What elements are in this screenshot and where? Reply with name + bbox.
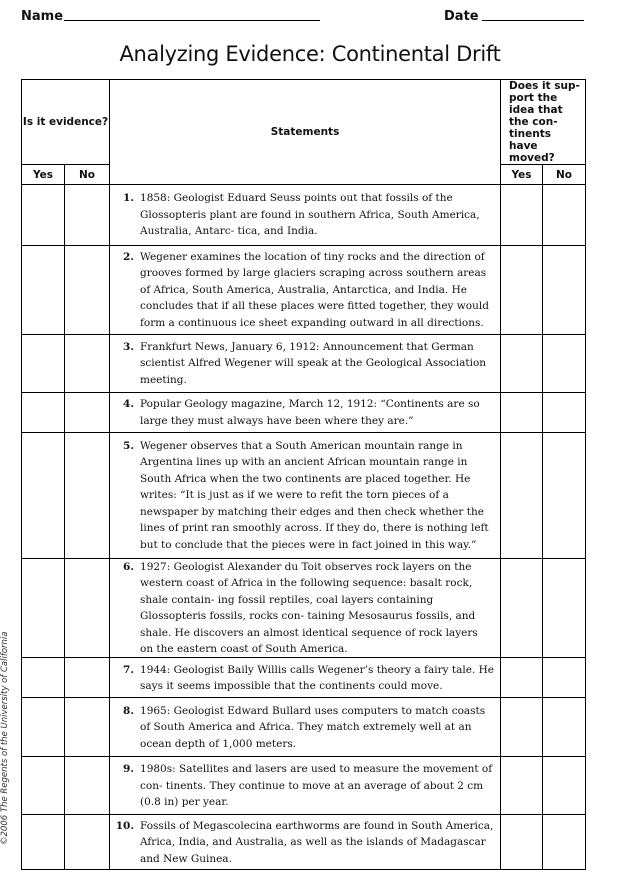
statement-number: 9. bbox=[123, 763, 135, 776]
support-no-box[interactable] bbox=[543, 757, 586, 815]
evidence-no-box[interactable] bbox=[65, 335, 110, 393]
statement-cell bbox=[110, 433, 501, 559]
table-row bbox=[22, 393, 586, 433]
statement-cell bbox=[110, 815, 501, 870]
support-yes-header: Yes bbox=[501, 165, 543, 185]
evidence-yes-box[interactable] bbox=[22, 698, 65, 757]
table-row bbox=[22, 698, 586, 757]
statement-cell bbox=[110, 335, 501, 393]
support-yes-box[interactable] bbox=[501, 658, 543, 698]
statement-text: 1965: Geologist Edward Bullard uses computers to match coasts of South America and Africa. They match extremely well at an ocean depth of 1,000 meters. bbox=[140, 704, 486, 750]
support-yes-box[interactable] bbox=[501, 815, 543, 870]
table-row bbox=[22, 335, 586, 393]
statement-text: Fossils of Megascolecina earthworms are found in South America, Africa, India, and Australia, as well as the islands of Madagascar and New Guinea. bbox=[140, 819, 494, 865]
evidence-no-box[interactable] bbox=[65, 246, 110, 335]
table-row bbox=[22, 433, 586, 559]
statement-text: 1927: Geologist Alexander du Toit observes rock layers on the western coast of Africa in the following sequence: basalt rock, shale contain- ing fossil reptiles, coal layers containing Glossopteris fossils, rocks con- taining Mesosaurus fossils, and shale. He discovers an almost identical sequence of rock layers on the eastern coast of South America. bbox=[140, 561, 478, 656]
statement-text: 1980s: Satellites and lasers are used to measure the movement of con- tinents. They continue to move at an average of about 2 cm (0.8 in) per year. bbox=[140, 763, 493, 809]
evidence-yes-box[interactable] bbox=[22, 757, 65, 815]
statement-number: 6. bbox=[123, 561, 135, 573]
evidence-no-box[interactable] bbox=[65, 559, 110, 658]
page-title: Analyzing Evidence: Continental Drift bbox=[119, 42, 501, 66]
support-no-box[interactable] bbox=[543, 185, 586, 246]
support-yes-box[interactable] bbox=[501, 393, 543, 433]
statement-text: Wegener examines the location of tiny rocks and the direction of grooves formed by large glaciers scraping across southern areas of Africa, South America, Australia, Antarctica, and India. He concludes that if all these places were fitted together, they would form a continuous ice sheet expanding outward in all directions. bbox=[140, 250, 489, 329]
evidence-yes-box[interactable] bbox=[22, 246, 65, 335]
statement-number: 8. bbox=[123, 704, 135, 717]
support-yes-box[interactable] bbox=[501, 757, 543, 815]
evidence-no-box[interactable] bbox=[65, 658, 110, 698]
evidence-no-box[interactable] bbox=[65, 393, 110, 433]
support-no-header: No bbox=[543, 165, 586, 185]
table-row bbox=[22, 246, 586, 335]
statement-cell bbox=[110, 185, 501, 246]
statement-text: Frankfurt News, January 6, 1912: Announcement that German scientist Alfred Wegener will speak at the Geological Association meeting. bbox=[140, 340, 487, 386]
evidence-yes-box[interactable] bbox=[22, 393, 65, 433]
statement-number: 10. bbox=[115, 819, 135, 832]
evidence-yes-box[interactable] bbox=[22, 658, 65, 698]
support-yes-box[interactable] bbox=[501, 559, 543, 658]
statements-column-header: Statements bbox=[110, 80, 501, 185]
support-no-box[interactable] bbox=[543, 815, 586, 870]
statement-cell bbox=[110, 757, 501, 815]
support-yes-box[interactable] bbox=[501, 185, 543, 246]
support-no-box[interactable] bbox=[543, 698, 586, 757]
evidence-no-box[interactable] bbox=[65, 815, 110, 870]
support-yes-box[interactable] bbox=[501, 698, 543, 757]
evidence-column-header: Is it evidence? bbox=[22, 80, 110, 165]
evidence-no-box[interactable] bbox=[65, 757, 110, 815]
support-no-box[interactable] bbox=[543, 393, 586, 433]
statement-text: 1858: Geologist Eduard Seuss points out that fossils of the Glossopteris plant are found in southern Africa, South America, Australia, Antarc- tica, and India. bbox=[140, 192, 480, 238]
statement-cell bbox=[110, 698, 501, 757]
statement-cell bbox=[110, 393, 501, 433]
support-no-box[interactable] bbox=[543, 246, 586, 335]
evidence-no-box[interactable] bbox=[65, 185, 110, 246]
statement-number: 1. bbox=[123, 192, 135, 205]
name-field[interactable] bbox=[64, 20, 320, 21]
statement-number: 2. bbox=[123, 250, 135, 263]
support-no-box[interactable] bbox=[543, 433, 586, 559]
statement-number: 7. bbox=[123, 663, 135, 676]
evidence-table bbox=[21, 79, 586, 870]
statement-text: Wegener observes that a South American mountain range in Argentina lines up with an ancient African mountain range in South Africa when the two continents are placed together. He writes: “It is just as if we were to refit the torn pieces of a newspaper by matching their edges and then check whether the lines of print ran smoothly across. If they do, there is nothing left but to conclude that the pieces were in fact joined in this way.” bbox=[140, 440, 489, 551]
table-row bbox=[22, 757, 586, 815]
support-no-box[interactable] bbox=[543, 335, 586, 393]
table-row bbox=[22, 559, 586, 658]
statement-cell bbox=[110, 559, 501, 658]
date-field[interactable] bbox=[482, 20, 584, 21]
statement-text: Popular Geology magazine, March 12, 1912: “Continents are so large they must always have been where they are.” bbox=[140, 398, 480, 427]
table-row bbox=[22, 815, 586, 870]
evidence-yes-box[interactable] bbox=[22, 433, 65, 559]
table-row bbox=[22, 658, 586, 698]
statement-number: 4. bbox=[123, 398, 135, 411]
copyright-text: ©2006 The Regents of the University of California bbox=[0, 631, 10, 845]
name-label: Name bbox=[21, 9, 64, 24]
statement-number: 3. bbox=[123, 340, 135, 353]
evidence-yes-header: Yes bbox=[22, 165, 65, 185]
evidence-no-box[interactable] bbox=[65, 433, 110, 559]
evidence-no-box[interactable] bbox=[65, 698, 110, 757]
evidence-yes-box[interactable] bbox=[22, 815, 65, 870]
copyright-note bbox=[0, 631, 12, 845]
statement-cell bbox=[110, 246, 501, 335]
evidence-yes-box[interactable] bbox=[22, 559, 65, 658]
evidence-yes-box[interactable] bbox=[22, 185, 65, 246]
support-no-box[interactable] bbox=[543, 559, 586, 658]
table-row bbox=[22, 185, 586, 246]
date-label: Date bbox=[444, 9, 479, 24]
support-yes-box[interactable] bbox=[501, 246, 543, 335]
statement-number: 5. bbox=[123, 440, 135, 453]
evidence-no-header: No bbox=[65, 165, 110, 185]
support-column-header: Does it sup- port the idea that the con- tinents have moved? bbox=[501, 80, 586, 165]
support-yes-box[interactable] bbox=[501, 335, 543, 393]
evidence-yes-box[interactable] bbox=[22, 335, 65, 393]
support-no-box[interactable] bbox=[543, 658, 586, 698]
statement-cell bbox=[110, 658, 501, 698]
statement-text: 1944: Geologist Baily Willis calls Wegener’s theory a fairy tale. He says it seems impossible that the continents could move. bbox=[140, 663, 494, 692]
support-yes-box[interactable] bbox=[501, 433, 543, 559]
